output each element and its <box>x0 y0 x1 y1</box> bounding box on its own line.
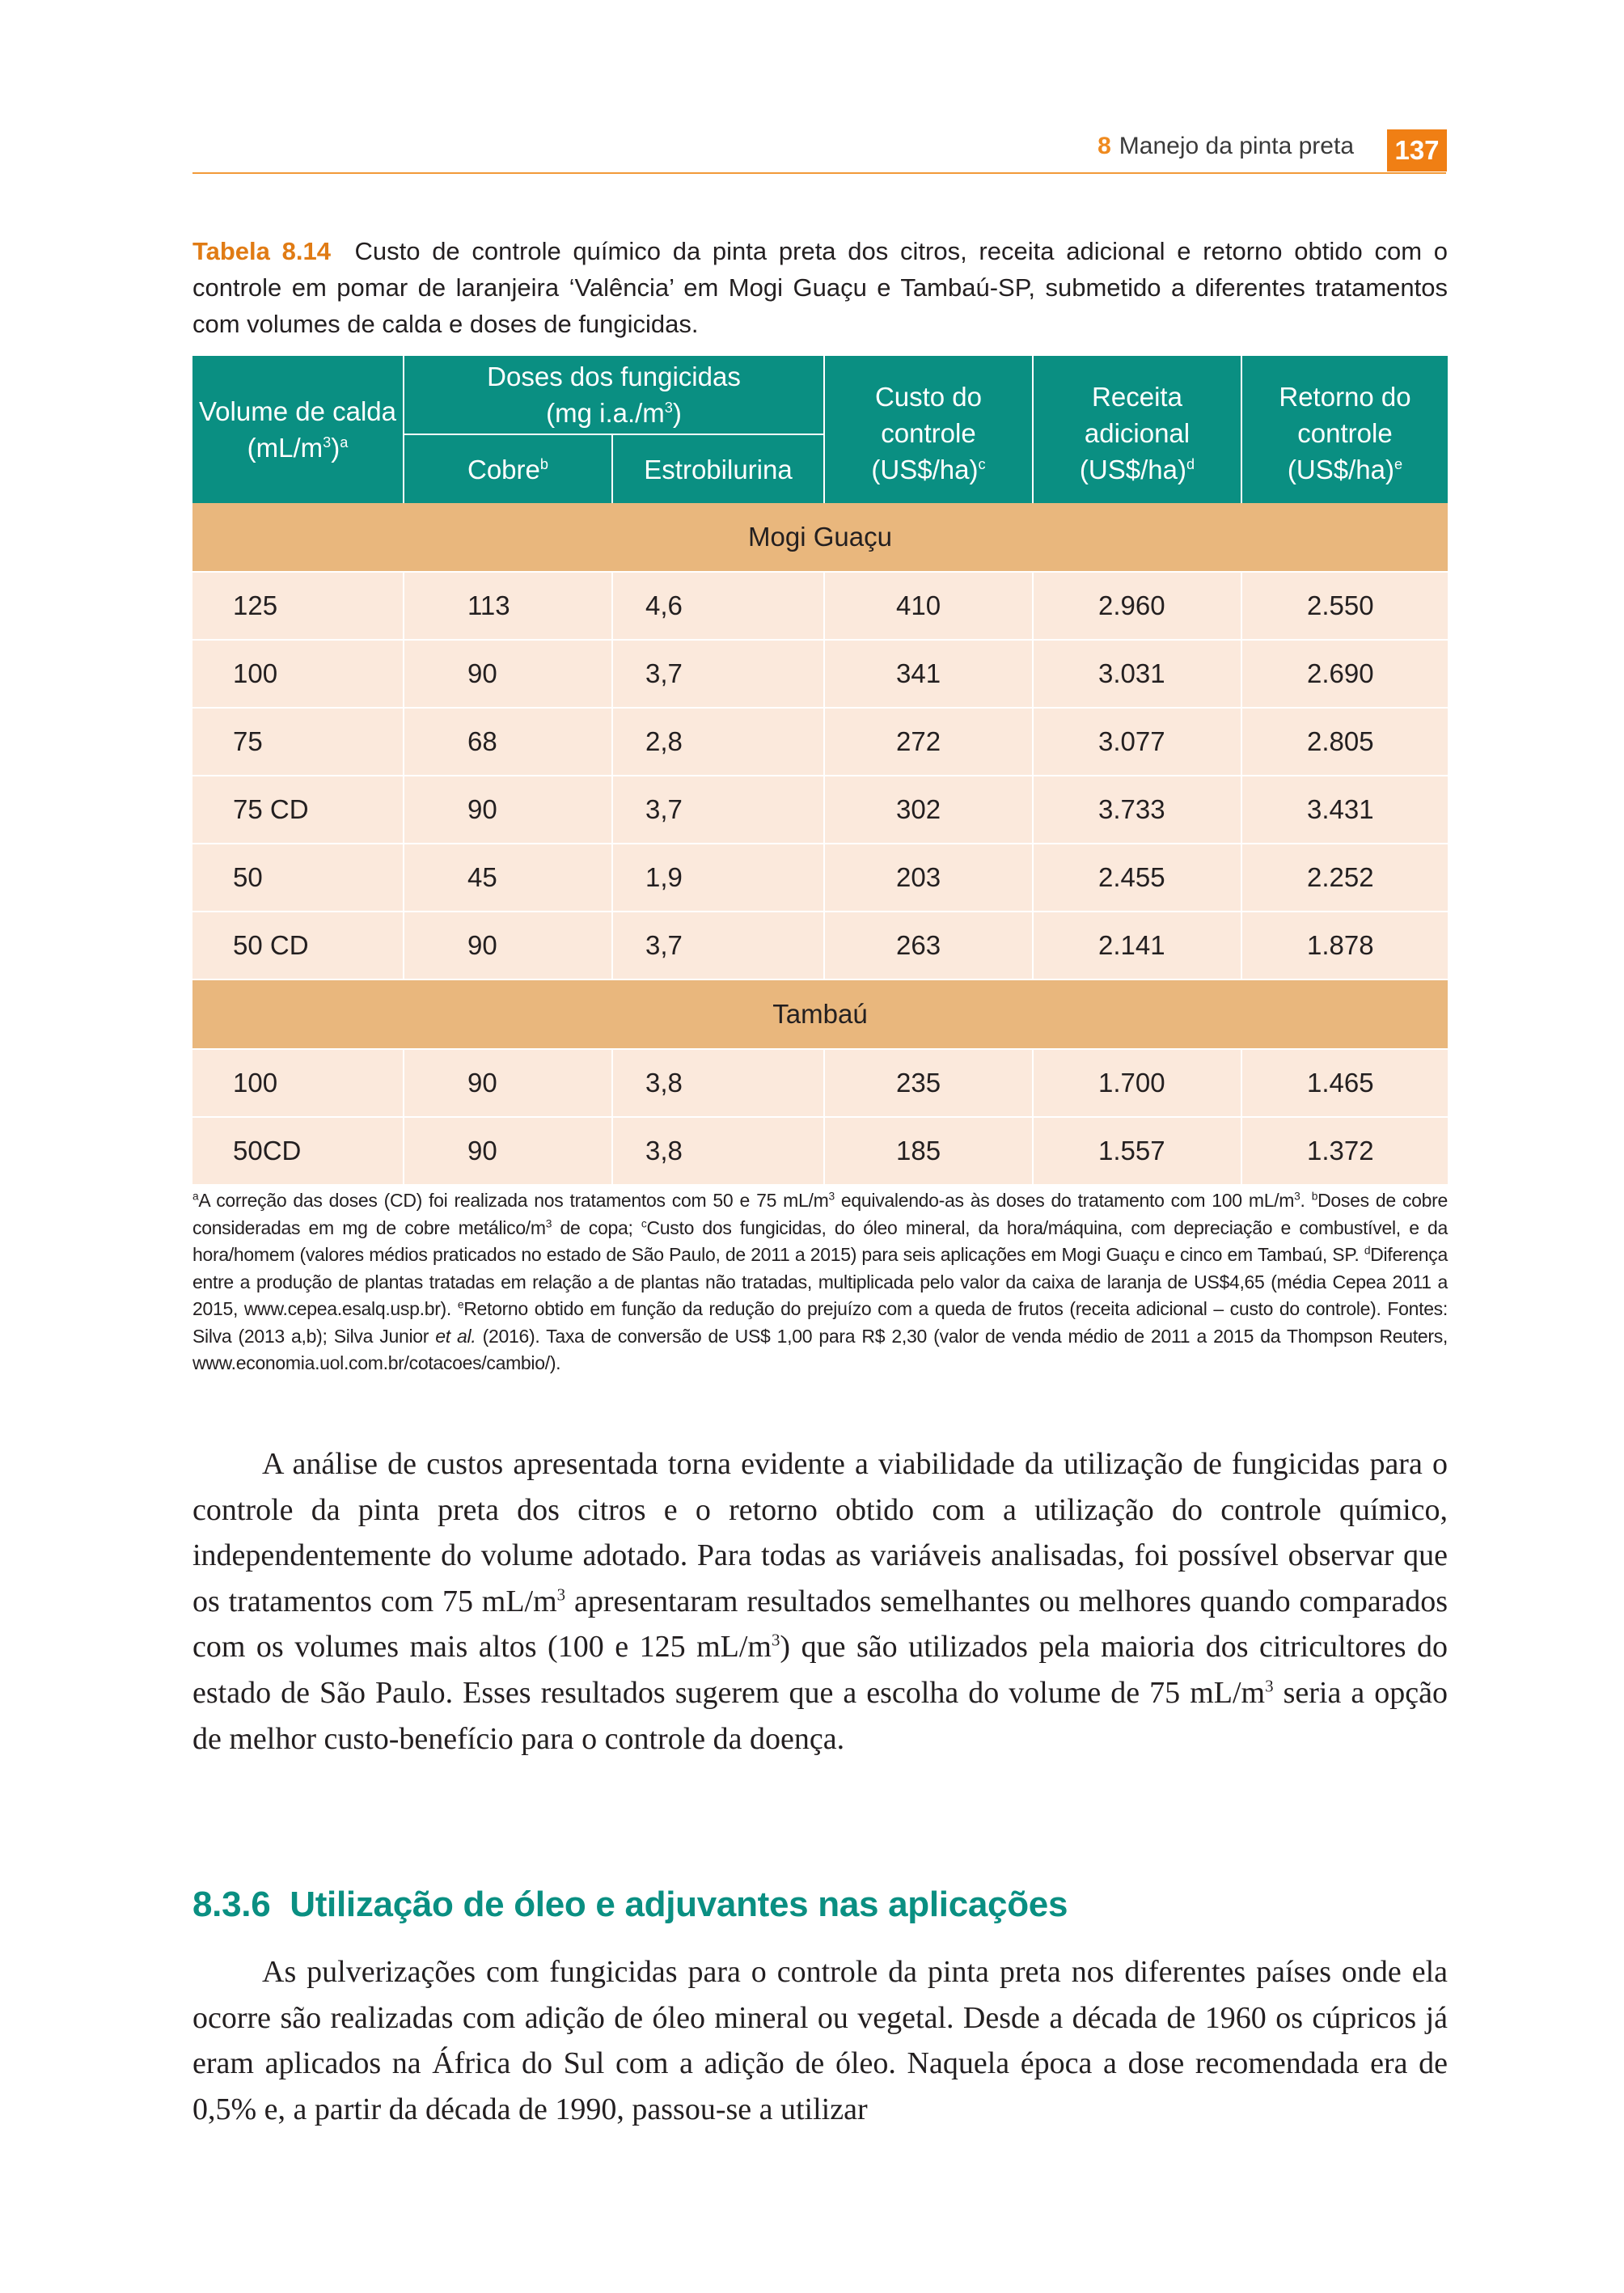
table-cell: 90 <box>467 1136 497 1166</box>
header-receita-note: d <box>1186 455 1195 472</box>
table-cell: 2.690 <box>1307 658 1374 688</box>
footnote-b-text: Doses de cobre consideradas em mg de cobre metálico/m <box>192 1190 1448 1238</box>
footnote-a-text: equivalendo-as às doses do tratamento com 100 mL/m <box>834 1190 1295 1211</box>
cell-divider <box>1032 776 1034 843</box>
cell-divider <box>1241 641 1242 707</box>
section-number: 8.3.6 <box>192 1885 271 1924</box>
footnote-a-text: A correção das doses (CD) foi realizada nos tratamentos com 50 e 75 mL/m <box>198 1190 829 1211</box>
header-volume-line2: (mL/m <box>247 433 324 463</box>
cell-divider <box>611 709 613 775</box>
header-retorno-line1: Retorno do <box>1279 381 1411 412</box>
header-volume-sup: 3 <box>323 434 332 451</box>
table-row <box>192 709 1448 776</box>
footnote-b-mark: b <box>1311 1190 1318 1203</box>
table-cell: 113 <box>467 590 510 620</box>
table-cell: 1.465 <box>1307 1068 1374 1098</box>
table-row <box>192 776 1448 844</box>
table-row <box>192 912 1448 980</box>
table-cell: 3.733 <box>1098 794 1165 824</box>
table-cell: 75 <box>233 726 263 756</box>
cell-divider <box>1032 641 1034 707</box>
paragraph-sup: 3 <box>1265 1676 1274 1696</box>
footnote-e-italic: et al. <box>435 1325 476 1347</box>
cell-divider <box>403 641 404 707</box>
cell-divider <box>823 1118 825 1184</box>
group-header: Mogi Guaçu <box>192 503 1448 573</box>
table-header <box>192 356 1448 503</box>
running-header <box>1097 133 1354 160</box>
table-cell: 263 <box>896 930 941 960</box>
cell-divider <box>823 709 825 775</box>
header-receita-line3: (US$/ha) <box>1079 454 1186 484</box>
cell-divider <box>1241 844 1242 911</box>
table-footnotes <box>192 1187 1448 1377</box>
table-caption-text: Custo de controle químico da pinta preta dos citros, receita adicional e retorno obtido com o controle em pomar de laranjeira ‘Valência’ em Mogi Guaçu e Tambaú-SP, submetido a diferentes tratamentos com volumes de calda e doses de fungicidas. <box>192 237 1448 338</box>
table-row <box>192 844 1448 912</box>
table-cell: 2.805 <box>1307 726 1374 756</box>
cell-divider <box>1241 776 1242 843</box>
cell-divider <box>1241 1118 1242 1184</box>
table-cell: 1,9 <box>645 862 683 892</box>
table-cell: 90 <box>467 794 497 824</box>
cell-divider <box>403 844 404 911</box>
table-cell: 50 <box>233 862 263 892</box>
cell-divider <box>1032 709 1034 775</box>
table-cell: 2.960 <box>1098 590 1165 620</box>
table-cell: 185 <box>896 1136 941 1166</box>
cell-divider <box>823 573 825 639</box>
paragraph-text: As pulverizações com fungicidas para o controle da pinta preta nos diferentes países onde ela ocorre são realizadas com adição de óleo mineral ou vegetal. Desde a década de 1960 os cúpricos já eram aplicados na África do Sul com a adição de óleo. Naquela época a dose recomendada era de 0,5% e, a partir da década de 1990, passou-se a utilizar <box>192 1955 1448 2126</box>
cell-divider <box>823 776 825 843</box>
footnote-a-text: . <box>1300 1190 1312 1211</box>
table-cell: 3,8 <box>645 1136 683 1166</box>
cell-divider <box>611 1050 613 1116</box>
table-cell: 2.550 <box>1307 590 1374 620</box>
table-cell: 1.557 <box>1098 1136 1165 1166</box>
cell-divider <box>1032 912 1034 979</box>
table-cell: 235 <box>896 1068 941 1098</box>
header-custo-line2: controle <box>881 417 976 448</box>
footnote-a-mark: a <box>192 1190 199 1203</box>
table-cell: 341 <box>896 658 941 688</box>
cell-divider <box>403 1118 404 1184</box>
table-cell: 125 <box>233 590 278 620</box>
cell-divider <box>1241 1050 1242 1116</box>
cell-divider <box>611 776 613 843</box>
header-custo-line1: Custo do <box>874 381 983 412</box>
cell-divider <box>1241 912 1242 979</box>
header-receita-line2: adicional <box>1084 417 1191 448</box>
cell-divider <box>403 776 404 843</box>
table-cell: 3.077 <box>1098 726 1165 756</box>
table-cell: 203 <box>896 862 941 892</box>
cell-divider <box>403 709 404 775</box>
table-row <box>192 641 1448 709</box>
footnote-b-sup: 3 <box>545 1216 552 1229</box>
cell-divider <box>823 641 825 707</box>
header-custo-line3: (US$/ha) <box>871 454 979 484</box>
cell-divider <box>1241 573 1242 639</box>
footnote-b-text: de copa; <box>552 1216 641 1238</box>
cell-divider <box>403 573 404 639</box>
paragraph-text-part: seria a opção de melhor custo-benefício para o controle da doença. <box>192 1675 1448 1756</box>
table-cell: 45 <box>467 862 497 892</box>
cell-divider <box>1032 844 1034 911</box>
header-rule <box>192 172 1446 174</box>
paragraph-text-part: apresentaram resultados semelhantes ou melhores quando comparados com os volumes mais altos (100 e 125 mL/m <box>192 1584 1448 1665</box>
header-volume-note: a <box>340 434 349 451</box>
body-paragraph-1 <box>192 1441 1448 1762</box>
table-cell: 3.431 <box>1307 794 1374 824</box>
header-cobre <box>404 435 611 503</box>
table-cell: 90 <box>467 930 497 960</box>
table-row <box>192 1118 1448 1186</box>
header-volume <box>192 356 403 503</box>
cell-divider <box>1032 573 1034 639</box>
table-cell: 3.031 <box>1098 658 1165 688</box>
header-doses-sup: 3 <box>664 400 673 416</box>
table-cell: 302 <box>896 794 941 824</box>
header-volume-line1: Volume de calda <box>198 396 396 426</box>
table-cell: 1.700 <box>1098 1068 1165 1098</box>
header-receita <box>1034 362 1241 503</box>
footnote-e-mark: e <box>457 1298 464 1311</box>
footnote-e-text: (2016). Taxa de conversão de US$ 1,00 para R$ 2,30 (valor de venda médio de 2011 a 2015 da Thompson Reuters, www.economia.uol.com.br/cotacoes/cambio/). <box>192 1325 1448 1373</box>
cell-divider <box>823 844 825 911</box>
body-paragraph-2 <box>192 1949 1448 2132</box>
header-retorno-note: e <box>1394 455 1403 472</box>
table-cell: 2.455 <box>1098 862 1165 892</box>
chapter-title: Manejo da pinta preta <box>1119 133 1354 159</box>
footnote-d-text: Diferença entre a produção de plantas tratadas em relação a de plantas não tratadas, multiplicada pelo valor da caixa de laranja de US$4,65 (média Cepea 2011 a 2015, www.cepea.esalq.usp.br). <box>192 1244 1448 1319</box>
table-body <box>192 503 1448 1186</box>
cell-divider <box>823 1050 825 1116</box>
footnote-c-mark: c <box>641 1216 647 1229</box>
cell-divider <box>611 844 613 911</box>
header-doses-line1: Doses dos fungicidas <box>487 362 741 391</box>
header-volume-line2-end: ) <box>331 433 340 463</box>
table-label: Tabela 8.14 <box>192 237 331 265</box>
cell-divider <box>611 1118 613 1184</box>
cell-divider <box>1032 1118 1034 1184</box>
header-cobre-label: Cobre <box>467 454 540 484</box>
table-cell: 3,7 <box>645 658 683 688</box>
table-cell: 100 <box>233 658 278 688</box>
table-cell: 75 CD <box>233 794 309 824</box>
table-row <box>192 573 1448 641</box>
table-cell: 1.372 <box>1307 1136 1374 1166</box>
cell-divider <box>823 912 825 979</box>
header-doses-line2-end: ) <box>672 398 682 428</box>
table-cell: 90 <box>467 1068 497 1098</box>
header-retorno-line3: (US$/ha) <box>1287 454 1394 484</box>
footnote-c-text: Custo dos fungicidas, do óleo mineral, da hora/máquina, com depreciação e combustível, e da hora/homem (valores médios praticados no estado de São Paulo, de 2011 a 2015) para seis aplicações em Mogi Guaçu e cinco em Tambaú, SP. <box>192 1216 1448 1265</box>
cell-divider <box>403 912 404 979</box>
table-cell: 90 <box>467 658 497 688</box>
paragraph-text <box>192 1441 1448 1762</box>
table-cell: 4,6 <box>645 590 683 620</box>
group-header: Tambaú <box>192 980 1448 1050</box>
section-heading <box>192 1885 1068 1925</box>
paragraph-text-part: ) que são utilizados pela maioria dos citricultores do estado de São Paulo. Esses resultados sugerem que a escolha do volume de 75 mL/m <box>192 1630 1448 1710</box>
header-retorno-line2: controle <box>1297 417 1393 448</box>
section-title: Utilização de óleo e adjuvantes nas aplicações <box>290 1885 1068 1924</box>
table-cell: 2,8 <box>645 726 683 756</box>
table-cell: 50CD <box>233 1136 302 1166</box>
header-cobre-note: b <box>539 455 548 472</box>
table-cell: 2.252 <box>1307 862 1374 892</box>
paragraph-sup: 3 <box>556 1584 566 1605</box>
table-cell: 3,8 <box>645 1068 683 1098</box>
footnote-d-mark: d <box>1364 1244 1371 1257</box>
table-cell: 100 <box>233 1068 278 1098</box>
table-caption <box>192 233 1448 342</box>
table-row <box>192 1050 1448 1118</box>
footnote-e-text: Retorno obtido em função da redução do prejuízo com a queda de frutos (receita adicional – custo do controle). Fontes: Silva (2013 a,b); Silva Junior <box>192 1298 1448 1347</box>
table-cell: 50 CD <box>233 930 309 960</box>
table-cell: 3,7 <box>645 930 683 960</box>
header-retorno <box>1242 362 1448 503</box>
paragraph-text-part: A análise de custos apresentada torna evidente a viabilidade da utilização de fungicidas para o controle da pinta preta dos citros e o retorno obtido com a utilização do controle químico, independentemente do volume adotado. Para todas as variáveis analisadas, foi possível observar que os tratamentos com 75 mL/m <box>192 1447 1448 1618</box>
cell-divider <box>1032 1050 1034 1116</box>
chapter-number: 8 <box>1097 133 1111 159</box>
header-doses <box>404 356 823 434</box>
cell-divider <box>611 912 613 979</box>
paragraph-sup: 3 <box>771 1630 780 1650</box>
footnote-a-sup: 3 <box>828 1190 835 1203</box>
header-custo-note: c <box>978 455 986 472</box>
table-cell: 410 <box>896 590 941 620</box>
data-table <box>192 356 1448 1186</box>
cell-divider <box>611 573 613 639</box>
cell-divider <box>611 641 613 707</box>
header-estrobilurina <box>613 435 823 503</box>
table-cell: 1.878 <box>1307 930 1374 960</box>
header-custo <box>825 362 1032 503</box>
cell-divider <box>1241 709 1242 775</box>
table-cell: 68 <box>467 726 497 756</box>
table-cell: 3,7 <box>645 794 683 824</box>
header-receita-line1: Receita <box>1092 381 1182 412</box>
footnote-a-sup: 3 <box>1294 1190 1300 1203</box>
header-doses-line2: (mg i.a./m <box>546 398 665 428</box>
header-estrobilurina-label: Estrobilurina <box>644 454 793 484</box>
page-number: 137 <box>1387 129 1447 171</box>
cell-divider <box>403 1050 404 1116</box>
table-cell: 272 <box>896 726 941 756</box>
table-cell: 2.141 <box>1098 930 1165 960</box>
